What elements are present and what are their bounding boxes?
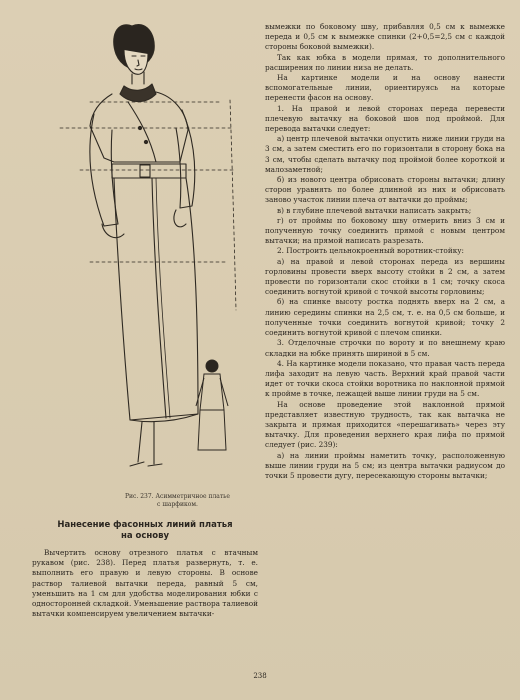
back-view-sketch	[196, 360, 228, 450]
paragraph: б) из нового центра обрисовать стороны вытачки; длину сторон уравнять по более длинной из них и обрисовать заново участок линии плеча от вытачки до проймы;	[265, 175, 505, 205]
paragraph: На основе проведение этой наклонной прямой представляет известную трудность, так как вытачка не закрыта и прямая приходится «перешагивать» через эту вытачку. Для проведения верхнего края лифа по прямой следует (рис. 239):	[265, 399, 505, 450]
paragraph: а) на правой и левой сторонах переда из вершины горловины провести вверх высоту стойки в 2 см, а затем провести по горизонтали скос стойки в 1 см; точку скоса соединить вогнутой кривой с точкой высоты горловины;	[265, 256, 505, 297]
section-heading-line: Нанесение фасонных линий платья	[57, 520, 233, 530]
dress-drawing	[20, 10, 270, 490]
caption-line: с шарфиком.	[157, 501, 198, 508]
paragraph: вымежки по боковому шву, прибавляя 0,5 см к вымежке переда и 0,5 см к вымежке спинки (2+0,5=2,5 см с каждой стороны боковой вымежки).	[265, 22, 505, 52]
paragraph: г) от проймы по боковому шву отмерить вниз 3 см и полученную точку соединить прямой с новым центром вытачки; на прямой написать разрезать.	[265, 215, 505, 246]
right-column	[265, 22, 505, 481]
figure-column	[20, 10, 270, 508]
paragraph: На картинке модели и на основу нанести вспомогательные линии, ориентируясь на которые перенести фасон на основу.	[265, 73, 505, 103]
paragraph: а) центр плечевой вытачки опустить ниже линии груди на 3 см, а затем сместить его по горизонтали в сторону бока на 3 см, чтобы сделать вытачку под проймой более короткой и малозаметной;	[265, 134, 505, 174]
left-body-text	[32, 548, 258, 619]
paragraph: Вычертить основу отрезного платья с втачным рукавом (рис. 238). Перед платья развернуть, т. е. выполнить его правую и левую стороны. В основе раствор талиевой вытачки переда, равный 5 см, уменьшить на 1 см для удобства моделирования юбки с односторонней складкой. Уменьшение раствора талиевой вытачки компенсируем увеличением вытачки-	[32, 548, 258, 619]
paragraph: 3. Отделочные строчки по вороту и по внешнему краю складки на юбке принять шириной в 5 см.	[265, 338, 505, 358]
section-heading-line: на основу	[120, 531, 170, 541]
paragraph: в) в глубине плечевой вытачки написать закрыть;	[277, 205, 472, 215]
paragraph: б) на спинке высоту ростка поднять вверх на 2 см, а линию середины спинки на 2,5 см, т. е. на 0,5 см больше, и полученные точки соединить вогнутой кривой; точку 2 соединить вогнутой кривой с плечом спинки.	[265, 297, 505, 338]
paragraph: 1. На правой и левой сторонах переда перевести плечевую вытачку на боковой шов под проймой. Для перевода вытачки следует:	[265, 103, 505, 134]
paragraph: 2. Построить цельнокроенный воротник-стойку:	[277, 246, 465, 256]
figure-caption	[90, 493, 265, 509]
paragraph: Так как юбка в модели прямая, то дополнительного расширения по линии низа не делать.	[265, 52, 505, 72]
page-number: 238	[253, 672, 267, 680]
paragraph: 4. На картинке модели показано, что правая часть переда лифа заходит на левую часть. Верхний край правой части идет от точки скоса стойки воротника по наклонной прямой к пройме в точке, лежащей выше линии груди на 5 см.	[265, 358, 505, 399]
section-heading	[20, 520, 270, 542]
paragraph: а) на линии проймы наметить точку, расположенную выше линии груди на 5 см; из центра вытачки радиусом до точки 5 провести дугу, пересекающую стороны вытачки;	[265, 450, 505, 480]
fashion-illustration	[20, 10, 270, 508]
caption-line: Рис. 237. Асимметричное платье	[125, 493, 230, 500]
